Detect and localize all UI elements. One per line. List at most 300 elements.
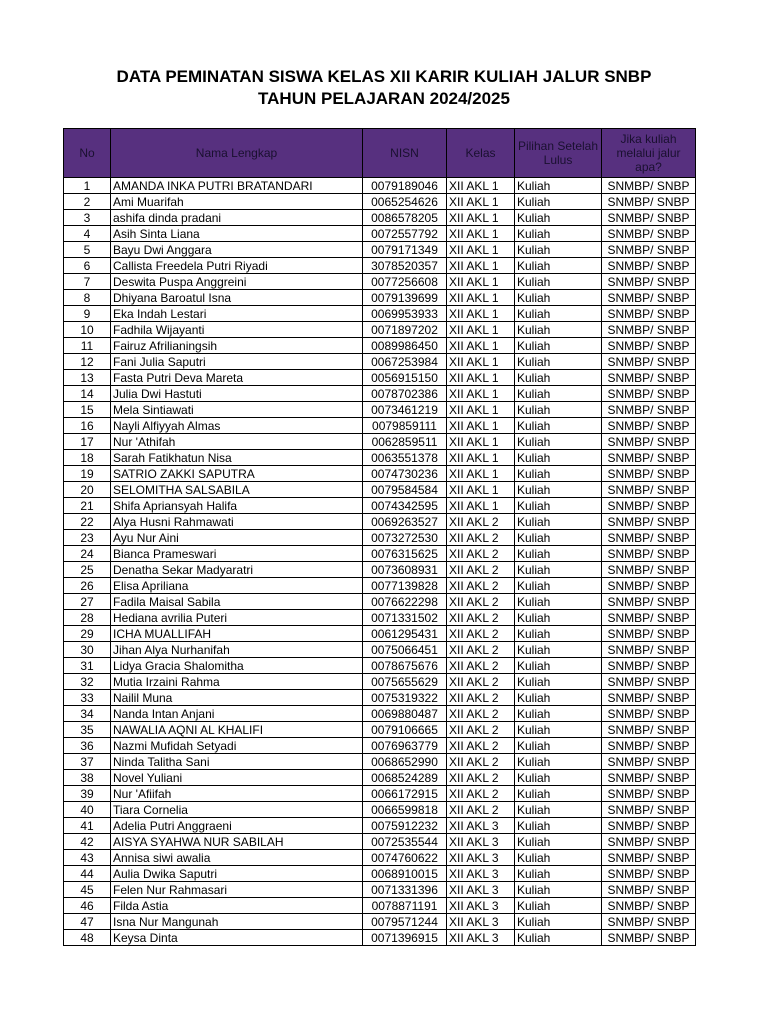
cell-jalur: SNMBP/ SNBP [602, 770, 696, 786]
table-row [64, 322, 696, 338]
cell-pilihan: Kuliah [515, 450, 602, 466]
cell-no: 32 [64, 674, 111, 690]
cell-kelas: XII AKL 3 [447, 898, 515, 914]
cell-kelas: XII AKL 1 [447, 434, 515, 450]
cell-jalur: SNMBP/ SNBP [602, 674, 696, 690]
cell-pilihan: Kuliah [515, 562, 602, 578]
cell-nisn: 0078675676 [363, 658, 447, 674]
header-row [64, 129, 696, 178]
cell-no: 44 [64, 866, 111, 882]
cell-no: 42 [64, 834, 111, 850]
table-row [64, 226, 696, 242]
cell-no: 22 [64, 514, 111, 530]
cell-no: 38 [64, 770, 111, 786]
cell-pilihan: Kuliah [515, 514, 602, 530]
cell-jalur: SNMBP/ SNBP [602, 930, 696, 946]
table-row [64, 306, 696, 322]
cell-pilihan: Kuliah [515, 690, 602, 706]
cell-kelas: XII AKL 1 [447, 290, 515, 306]
cell-kelas: XII AKL 2 [447, 674, 515, 690]
cell-pilihan: Kuliah [515, 178, 602, 194]
cell-no: 3 [64, 210, 111, 226]
cell-nama: Bianca Prameswari [111, 546, 363, 562]
table-body [64, 178, 696, 946]
cell-nisn: 0061295431 [363, 626, 447, 642]
cell-kelas: XII AKL 3 [447, 850, 515, 866]
cell-nama: Eka Indah Lestari [111, 306, 363, 322]
table-row [64, 610, 696, 626]
cell-jalur: SNMBP/ SNBP [602, 290, 696, 306]
cell-nama: Nur 'Athifah [111, 434, 363, 450]
cell-nisn: 3078520357 [363, 258, 447, 274]
cell-nisn: 0075319322 [363, 690, 447, 706]
cell-nisn: 0071331396 [363, 882, 447, 898]
cell-no: 40 [64, 802, 111, 818]
cell-no: 34 [64, 706, 111, 722]
cell-nisn: 0075912232 [363, 818, 447, 834]
cell-jalur: SNMBP/ SNBP [602, 226, 696, 242]
cell-nisn: 0086578205 [363, 210, 447, 226]
table-row [64, 626, 696, 642]
cell-nisn: 0078871191 [363, 898, 447, 914]
cell-no: 13 [64, 370, 111, 386]
table-row [64, 418, 696, 434]
cell-nama: AISYA SYAHWA NUR SABILAH [111, 834, 363, 850]
cell-nama: Nayli Alfiyyah Almas [111, 418, 363, 434]
cell-nama: ashifa dinda pradani [111, 210, 363, 226]
cell-no: 17 [64, 434, 111, 450]
cell-kelas: XII AKL 3 [447, 930, 515, 946]
cell-no: 41 [64, 818, 111, 834]
cell-no: 36 [64, 738, 111, 754]
cell-no: 14 [64, 386, 111, 402]
cell-jalur: SNMBP/ SNBP [602, 386, 696, 402]
cell-jalur: SNMBP/ SNBP [602, 786, 696, 802]
cell-nama: Fairuz Afrilianingsih [111, 338, 363, 354]
table-row [64, 258, 696, 274]
cell-pilihan: Kuliah [515, 738, 602, 754]
cell-jalur: SNMBP/ SNBP [602, 466, 696, 482]
cell-nisn: 0079106665 [363, 722, 447, 738]
cell-nisn: 0068652990 [363, 754, 447, 770]
cell-jalur: SNMBP/ SNBP [602, 610, 696, 626]
cell-no: 5 [64, 242, 111, 258]
cell-nama: Callista Freedela Putri Riyadi [111, 258, 363, 274]
cell-nisn: 0073272530 [363, 530, 447, 546]
cell-nisn: 0074730236 [363, 466, 447, 482]
cell-jalur: SNMBP/ SNBP [602, 754, 696, 770]
cell-kelas: XII AKL 1 [447, 386, 515, 402]
table-row [64, 242, 696, 258]
cell-no: 2 [64, 194, 111, 210]
cell-nama: SATRIO ZAKKI SAPUTRA [111, 466, 363, 482]
cell-jalur: SNMBP/ SNBP [602, 738, 696, 754]
cell-nisn: 0079859111 [363, 418, 447, 434]
cell-nisn: 0071396915 [363, 930, 447, 946]
cell-no: 25 [64, 562, 111, 578]
cell-jalur: SNMBP/ SNBP [602, 242, 696, 258]
cell-jalur: SNMBP/ SNBP [602, 514, 696, 530]
cell-kelas: XII AKL 2 [447, 706, 515, 722]
cell-pilihan: Kuliah [515, 194, 602, 210]
cell-nisn: 0079171349 [363, 242, 447, 258]
cell-kelas: XII AKL 1 [447, 450, 515, 466]
cell-no: 7 [64, 274, 111, 290]
cell-no: 9 [64, 306, 111, 322]
table-row [64, 370, 696, 386]
header-kelas: Kelas [447, 129, 515, 178]
cell-nama: Felen Nur Rahmasari [111, 882, 363, 898]
cell-nama: AMANDA INKA PUTRI BRATANDARI [111, 178, 363, 194]
cell-nama: Mutia Irzaini Rahma [111, 674, 363, 690]
title-line-1: DATA PEMINATAN SISWA KELAS XII KARIR KULIAH JALUR SNBP [116, 67, 652, 86]
table-row [64, 658, 696, 674]
table-row [64, 386, 696, 402]
table-row [64, 754, 696, 770]
table-row [64, 786, 696, 802]
cell-pilihan: Kuliah [515, 370, 602, 386]
cell-jalur: SNMBP/ SNBP [602, 306, 696, 322]
table-row [64, 530, 696, 546]
cell-no: 31 [64, 658, 111, 674]
cell-nisn: 0076622298 [363, 594, 447, 610]
cell-pilihan: Kuliah [515, 658, 602, 674]
cell-nama: Nanda Intan Anjani [111, 706, 363, 722]
cell-nama: Annisa siwi awalia [111, 850, 363, 866]
cell-nisn: 0063551378 [363, 450, 447, 466]
cell-nisn: 0066172915 [363, 786, 447, 802]
cell-kelas: XII AKL 1 [447, 322, 515, 338]
cell-pilihan: Kuliah [515, 866, 602, 882]
cell-nama: Keysa Dinta [111, 930, 363, 946]
cell-jalur: SNMBP/ SNBP [602, 562, 696, 578]
table-row [64, 834, 696, 850]
cell-pilihan: Kuliah [515, 546, 602, 562]
cell-kelas: XII AKL 1 [447, 242, 515, 258]
cell-kelas: XII AKL 2 [447, 626, 515, 642]
cell-no: 48 [64, 930, 111, 946]
cell-nisn: 0079139699 [363, 290, 447, 306]
table-row [64, 850, 696, 866]
cell-nama: Lidya Gracia Shalomitha [111, 658, 363, 674]
table-row [64, 354, 696, 370]
cell-jalur: SNMBP/ SNBP [602, 706, 696, 722]
cell-kelas: XII AKL 2 [447, 658, 515, 674]
cell-jalur: SNMBP/ SNBP [602, 658, 696, 674]
cell-nama: Nailil Muna [111, 690, 363, 706]
table-row [64, 194, 696, 210]
cell-nama: Mela Sintiawati [111, 402, 363, 418]
cell-no: 12 [64, 354, 111, 370]
cell-nisn: 0074342595 [363, 498, 447, 514]
cell-kelas: XII AKL 2 [447, 802, 515, 818]
cell-pilihan: Kuliah [515, 786, 602, 802]
cell-kelas: XII AKL 2 [447, 546, 515, 562]
cell-nama: Fani Julia Saputri [111, 354, 363, 370]
cell-nisn: 0069880487 [363, 706, 447, 722]
cell-no: 39 [64, 786, 111, 802]
cell-nama: Fadhila Wijayanti [111, 322, 363, 338]
cell-kelas: XII AKL 1 [447, 482, 515, 498]
cell-nama: Hediana avrilia Puteri [111, 610, 363, 626]
cell-nisn: 0075066451 [363, 642, 447, 658]
table-row [64, 706, 696, 722]
table-row [64, 866, 696, 882]
cell-jalur: SNMBP/ SNBP [602, 866, 696, 882]
cell-kelas: XII AKL 1 [447, 194, 515, 210]
cell-nisn: 0077139828 [363, 578, 447, 594]
cell-nisn: 0073608931 [363, 562, 447, 578]
cell-jalur: SNMBP/ SNBP [602, 690, 696, 706]
cell-nama: Isna Nur Mangunah [111, 914, 363, 930]
cell-pilihan: Kuliah [515, 850, 602, 866]
cell-no: 45 [64, 882, 111, 898]
cell-kelas: XII AKL 1 [447, 370, 515, 386]
cell-kelas: XII AKL 2 [447, 530, 515, 546]
cell-nama: Ami Muarifah [111, 194, 363, 210]
header-jalur: Jika kuliah melalui jalur apa? [602, 129, 696, 178]
cell-kelas: XII AKL 1 [447, 306, 515, 322]
cell-nama: Tiara Cornelia [111, 802, 363, 818]
cell-no: 29 [64, 626, 111, 642]
cell-nama: Asih Sinta Liana [111, 226, 363, 242]
cell-nisn: 0074760622 [363, 850, 447, 866]
cell-pilihan: Kuliah [515, 754, 602, 770]
cell-nama: Denatha Sekar Madyaratri [111, 562, 363, 578]
cell-jalur: SNMBP/ SNBP [602, 802, 696, 818]
cell-nisn: 0079584584 [363, 482, 447, 498]
cell-no: 46 [64, 898, 111, 914]
cell-pilihan: Kuliah [515, 322, 602, 338]
cell-nisn: 0077256608 [363, 274, 447, 290]
cell-kelas: XII AKL 2 [447, 754, 515, 770]
cell-nisn: 0089986450 [363, 338, 447, 354]
cell-kelas: XII AKL 3 [447, 866, 515, 882]
cell-no: 18 [64, 450, 111, 466]
cell-no: 8 [64, 290, 111, 306]
cell-pilihan: Kuliah [515, 722, 602, 738]
cell-pilihan: Kuliah [515, 354, 602, 370]
table-row [64, 930, 696, 946]
cell-pilihan: Kuliah [515, 482, 602, 498]
cell-nama: Aulia Dwika Saputri [111, 866, 363, 882]
cell-no: 10 [64, 322, 111, 338]
cell-jalur: SNMBP/ SNBP [602, 834, 696, 850]
cell-kelas: XII AKL 1 [447, 338, 515, 354]
cell-no: 27 [64, 594, 111, 610]
table-row [64, 402, 696, 418]
cell-nama: NAWALIA AQNI AL KHALIFI [111, 722, 363, 738]
cell-pilihan: Kuliah [515, 626, 602, 642]
table-row [64, 690, 696, 706]
cell-jalur: SNMBP/ SNBP [602, 546, 696, 562]
cell-nama: Novel Yuliani [111, 770, 363, 786]
cell-nama: Elisa Apriliana [111, 578, 363, 594]
cell-no: 28 [64, 610, 111, 626]
cell-jalur: SNMBP/ SNBP [602, 626, 696, 642]
cell-jalur: SNMBP/ SNBP [602, 818, 696, 834]
table-row [64, 338, 696, 354]
cell-pilihan: Kuliah [515, 818, 602, 834]
cell-nama: Sarah Fatikhatun Nisa [111, 450, 363, 466]
cell-jalur: SNMBP/ SNBP [602, 402, 696, 418]
cell-jalur: SNMBP/ SNBP [602, 258, 696, 274]
cell-pilihan: Kuliah [515, 930, 602, 946]
cell-pilihan: Kuliah [515, 338, 602, 354]
table-row [64, 498, 696, 514]
cell-nisn: 0078702386 [363, 386, 447, 402]
cell-kelas: XII AKL 1 [447, 178, 515, 194]
cell-kelas: XII AKL 3 [447, 834, 515, 850]
cell-pilihan: Kuliah [515, 674, 602, 690]
cell-nama: Nur 'Afiifah [111, 786, 363, 802]
cell-jalur: SNMBP/ SNBP [602, 210, 696, 226]
cell-nisn: 0072557792 [363, 226, 447, 242]
table-row [64, 178, 696, 194]
table-row [64, 722, 696, 738]
cell-pilihan: Kuliah [515, 418, 602, 434]
cell-no: 37 [64, 754, 111, 770]
cell-no: 20 [64, 482, 111, 498]
cell-kelas: XII AKL 1 [447, 210, 515, 226]
cell-nama: ICHA MUALLIFAH [111, 626, 363, 642]
table-row [64, 898, 696, 914]
cell-no: 1 [64, 178, 111, 194]
cell-nisn: 0068910015 [363, 866, 447, 882]
cell-jalur: SNMBP/ SNBP [602, 578, 696, 594]
header-nisn: NISN [363, 129, 447, 178]
table-row [64, 578, 696, 594]
cell-nama: Fadila Maisal Sabila [111, 594, 363, 610]
table-row [64, 738, 696, 754]
cell-jalur: SNMBP/ SNBP [602, 882, 696, 898]
cell-kelas: XII AKL 1 [447, 418, 515, 434]
title-line-2: TAHUN PELAJARAN 2024/2025 [258, 89, 510, 108]
cell-jalur: SNMBP/ SNBP [602, 274, 696, 290]
table-row [64, 466, 696, 482]
cell-jalur: SNMBP/ SNBP [602, 338, 696, 354]
cell-nisn: 0067253984 [363, 354, 447, 370]
cell-pilihan: Kuliah [515, 770, 602, 786]
table-row [64, 450, 696, 466]
cell-kelas: XII AKL 1 [447, 274, 515, 290]
cell-kelas: XII AKL 3 [447, 818, 515, 834]
cell-kelas: XII AKL 2 [447, 594, 515, 610]
cell-no: 6 [64, 258, 111, 274]
cell-no: 43 [64, 850, 111, 866]
cell-nama: Alya Husni Rahmawati [111, 514, 363, 530]
student-table [63, 128, 696, 946]
cell-nisn: 0076963779 [363, 738, 447, 754]
table-row [64, 770, 696, 786]
cell-jalur: SNMBP/ SNBP [602, 370, 696, 386]
table-header [64, 129, 696, 178]
cell-no: 4 [64, 226, 111, 242]
cell-nama: Nazmi Mufidah Setyadi [111, 738, 363, 754]
cell-nisn: 0069263527 [363, 514, 447, 530]
cell-pilihan: Kuliah [515, 882, 602, 898]
cell-nama: Shifa Apriansyah Halifa [111, 498, 363, 514]
cell-nama: Julia Dwi Hastuti [111, 386, 363, 402]
cell-nama: Jihan Alya Nurhanifah [111, 642, 363, 658]
cell-jalur: SNMBP/ SNBP [602, 450, 696, 466]
table-row [64, 674, 696, 690]
cell-nama: Bayu Dwi Anggara [111, 242, 363, 258]
cell-kelas: XII AKL 2 [447, 514, 515, 530]
cell-kelas: XII AKL 3 [447, 914, 515, 930]
cell-pilihan: Kuliah [515, 898, 602, 914]
cell-pilihan: Kuliah [515, 258, 602, 274]
cell-nisn: 0066599818 [363, 802, 447, 818]
cell-pilihan: Kuliah [515, 530, 602, 546]
cell-pilihan: Kuliah [515, 434, 602, 450]
table-row [64, 818, 696, 834]
cell-nisn: 0069953933 [363, 306, 447, 322]
cell-nisn: 0071331502 [363, 610, 447, 626]
cell-nisn: 0075655629 [363, 674, 447, 690]
cell-pilihan: Kuliah [515, 290, 602, 306]
cell-nisn: 0071897202 [363, 322, 447, 338]
cell-nama: Fasta Putri Deva Mareta [111, 370, 363, 386]
cell-jalur: SNMBP/ SNBP [602, 498, 696, 514]
table-row [64, 482, 696, 498]
cell-jalur: SNMBP/ SNBP [602, 642, 696, 658]
table-row [64, 914, 696, 930]
cell-nama: Adelia Putri Anggraeni [111, 818, 363, 834]
table-row [64, 882, 696, 898]
cell-pilihan: Kuliah [515, 226, 602, 242]
cell-jalur: SNMBP/ SNBP [602, 914, 696, 930]
cell-kelas: XII AKL 1 [447, 258, 515, 274]
cell-pilihan: Kuliah [515, 306, 602, 322]
cell-pilihan: Kuliah [515, 914, 602, 930]
cell-no: 11 [64, 338, 111, 354]
cell-nisn: 0076315625 [363, 546, 447, 562]
cell-kelas: XII AKL 2 [447, 738, 515, 754]
cell-jalur: SNMBP/ SNBP [602, 434, 696, 450]
table-row [64, 210, 696, 226]
cell-no: 30 [64, 642, 111, 658]
cell-kelas: XII AKL 2 [447, 610, 515, 626]
header-pilihan: Pilihan Setelah Lulus [515, 129, 602, 178]
table-row [64, 802, 696, 818]
cell-no: 35 [64, 722, 111, 738]
cell-jalur: SNMBP/ SNBP [602, 850, 696, 866]
cell-no: 23 [64, 530, 111, 546]
table-row [64, 514, 696, 530]
cell-pilihan: Kuliah [515, 386, 602, 402]
cell-pilihan: Kuliah [515, 274, 602, 290]
cell-kelas: XII AKL 2 [447, 578, 515, 594]
header-no: No [64, 129, 111, 178]
cell-pilihan: Kuliah [515, 610, 602, 626]
cell-nisn: 0065254626 [363, 194, 447, 210]
cell-kelas: XII AKL 2 [447, 642, 515, 658]
cell-nama: SELOMITHA SALSABILA [111, 482, 363, 498]
cell-pilihan: Kuliah [515, 210, 602, 226]
cell-no: 33 [64, 690, 111, 706]
table-row [64, 546, 696, 562]
cell-pilihan: Kuliah [515, 802, 602, 818]
table-row [64, 274, 696, 290]
table-row [64, 434, 696, 450]
cell-nama: Ninda Talitha Sani [111, 754, 363, 770]
cell-pilihan: Kuliah [515, 578, 602, 594]
table-row [64, 642, 696, 658]
cell-jalur: SNMBP/ SNBP [602, 178, 696, 194]
cell-no: 47 [64, 914, 111, 930]
cell-pilihan: Kuliah [515, 402, 602, 418]
